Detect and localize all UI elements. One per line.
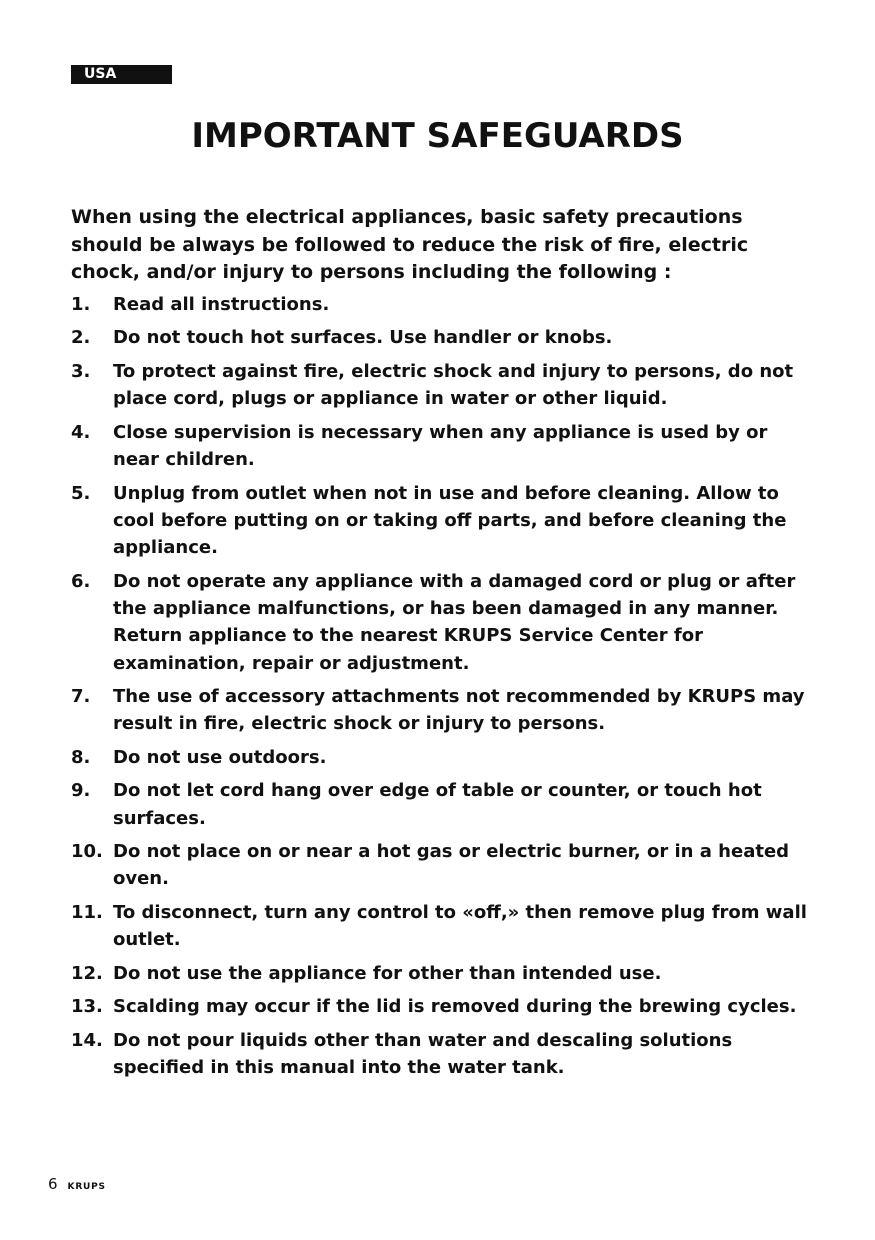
- intro-paragraph: When using the electrical appliances, basic safety precautions should be always be followed to reduce the risk of fire, electric chock, and/or injury to persons including the following :: [71, 206, 749, 283]
- item-text: Do not pour liquids other than water and descaling solutions specified in this manual into the water tank.: [113, 1029, 733, 1078]
- list-item: [71, 960, 811, 987]
- item-text: To protect against fire, electric shock and injury to persons, do not place cord, plugs or appliance in water or other liquid.: [113, 360, 794, 410]
- item-number: 2.: [71, 327, 91, 349]
- list-item: [71, 291, 811, 318]
- list-item: [71, 838, 811, 893]
- list-item: [71, 480, 811, 562]
- item-text: Do not touch hot surfaces. Use handler or knobs.: [113, 327, 613, 349]
- region-label: USA: [71, 65, 172, 84]
- list-item: [71, 899, 811, 954]
- item-number: 4.: [71, 421, 91, 443]
- item-number: 13.: [71, 996, 103, 1018]
- item-number: 6.: [71, 570, 91, 592]
- item-text: The use of accessory attachments not recommended by KRUPS may result in fire, electric shock or injury to persons.: [113, 685, 805, 735]
- item-number: 1.: [71, 294, 91, 315]
- list-item: [71, 777, 811, 832]
- item-number: 5.: [71, 482, 91, 504]
- item-text: Read all instructions.: [113, 294, 330, 315]
- item-number: 14.: [71, 1029, 103, 1051]
- safeguards-list: [71, 291, 811, 1087]
- item-text: Do not place on or near a hot gas or electric burner, or in a heated oven.: [113, 841, 790, 890]
- item-number: 10.: [71, 841, 103, 863]
- list-item: [71, 324, 811, 351]
- list-item: [71, 993, 811, 1020]
- item-number: 9.: [71, 780, 91, 802]
- item-text: Do not use the appliance for other than intended use.: [113, 962, 662, 984]
- item-number: 11.: [71, 901, 103, 923]
- page-title: IMPORTANT SAFEGUARDS: [191, 116, 684, 156]
- list-item: [71, 568, 811, 677]
- list-item: [71, 683, 811, 738]
- item-text: Unplug from outlet when not in use and before cleaning. Allow to cool before putting on or taking off parts, and before cleaning the appliance.: [113, 482, 787, 559]
- item-number: 3.: [71, 360, 91, 382]
- item-number: 8.: [71, 746, 91, 768]
- list-item: [71, 744, 811, 771]
- item-text: Do not let cord hang over edge of table or counter, or touch hot surfaces.: [113, 780, 762, 829]
- item-text: Do not use outdoors.: [113, 746, 327, 768]
- item-text: Do not operate any appliance with a damaged cord or plug or after the appliance malfunctions, or has been damaged in any manner. Return appliance to the nearest KRUPS Service Center for examination, repair or adjustment.: [113, 570, 796, 674]
- item-number: 12.: [71, 962, 103, 984]
- item-text: To disconnect, turn any control to «off,» then remove plug from wall outlet.: [113, 901, 807, 951]
- list-item: [71, 1027, 811, 1082]
- list-item: [71, 358, 811, 413]
- list-item: [71, 419, 811, 474]
- item-text: Close supervision is necessary when any appliance is used by or near children.: [113, 421, 768, 471]
- brand-logo: KRUPS: [67, 1182, 106, 1192]
- page-footer: [48, 1175, 106, 1193]
- item-number: 7.: [71, 685, 91, 707]
- item-text: Scalding may occur if the lid is removed during the brewing cycles.: [113, 996, 797, 1018]
- page-number: 6: [48, 1175, 58, 1193]
